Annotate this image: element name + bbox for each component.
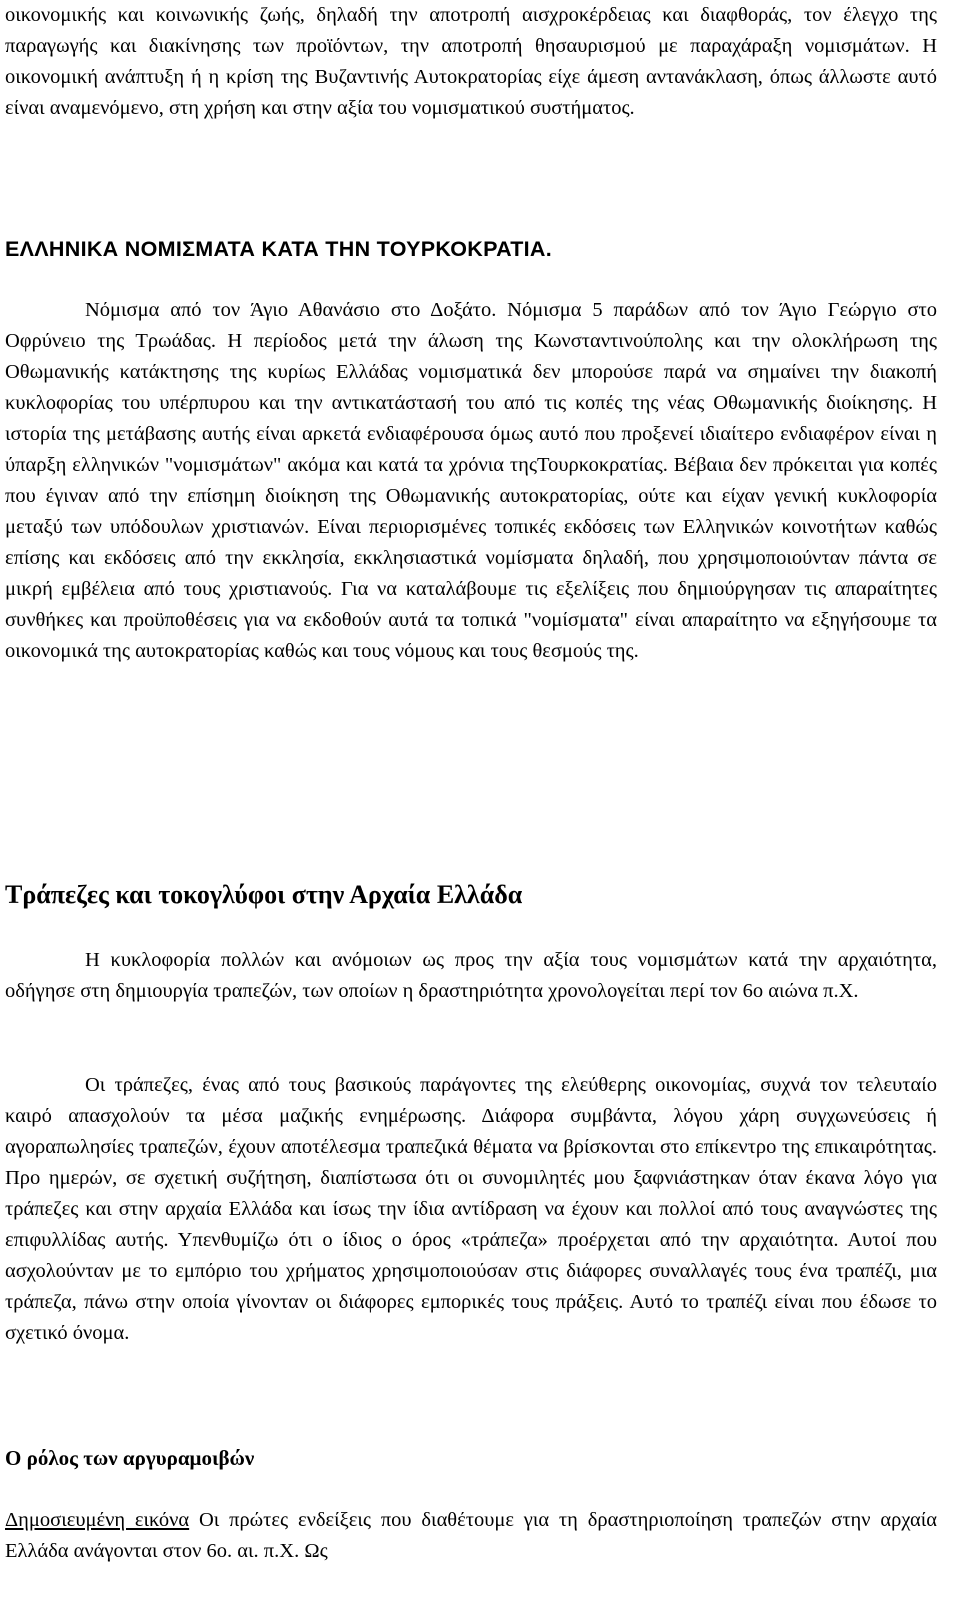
published-image-link[interactable]: Δημοσιευμένη εικόνα	[5, 1509, 190, 1531]
paragraph-banks-today: Οι τράπεζες, ένας από τους βασικούς παράγοντες της ελεύθερης οικονομίας, συχνά τον τελευταίο καιρό απασχολούν τα μέσα μαζικής ενημέρωσης. Διάφορα συμβάντα, λόγου χάρη συγχωνεύσεις ή αγοραπωλησίες τραπεζών, έχουν αποτέλεσμα τραπεζικά θέματα να βρίσκονται στο επίκεντρο της επικαιρότητας. Προ ημερών, σε σχετική συζήτηση, διαπίστωσα ότι οι συνομιλητές μου ξαφνιάστηκαν όταν έκανα λόγο για τράπεζες και στην αρχαία Ελλάδα και ίσως την ίδια αντίδραση να έχουν και πολλοί από τους αναγνώστες της επιφυλλίδας αυτής. Υπενθυμίζω ότι ο ίδιος ο όρος «τράπεζα» προέρχεται από την αρχαιότητα. Αυτοί που ασχολούνταν με το εμπόριο του χρήματος χρησιμοποιούσαν στις διάφορες συναλλαγές τους ένα τραπέζι, μια τράπεζα, πάνω στην οποία γίνονταν οι διάφορες εμπορικές τους πράξεις. Αυτό το τραπέζι είναι που έδωσε το σχετικό όνομα.	[5, 1074, 937, 1344]
paragraph-byzantine-economy: οικονομικής και κοινωνικής ζωής, δηλαδή την αποτροπή αισχροκέρδειας και διαφθοράς, τον έλεγχο της παραγωγής και διακίνησης των προϊόντων, την αποτροπή θησαυρισμού με παραχάραξη νομισμάτων. Η οικονομική ανάπτυξη ή η κρίση της Βυζαντινής Αυτοκρατορίας είχε άμεση αντανάκλαση, όπως άλλωστε αυτό είναι αναμενόμενο, στη χρήση και στην αξία του νομισματικού συστήματος.	[5, 4, 937, 119]
heading-money-changers-role: Ο ρόλος των αργυραμοιβών	[5, 1446, 255, 1470]
heading-greek-coins-ottoman-era: ΕΛΛΗΝΙΚΑ ΝΟΜΙΣΜΑΤΑ ΚΑΤΑ ΤΗΝ ΤΟΥΡΚΟΚΡΑΤΙΑ.	[5, 237, 552, 261]
paragraph-money-changers-text: Οι πρώτες ενδείξεις που διαθέτουμε για τη δραστηριοποίηση τραπεζών στην αρχαία Ελλάδα ανάγονται στον 6ο. αι. π.Χ. Ως	[5, 1509, 937, 1562]
paragraph-ottoman-coins: Νόμισμα από τον Άγιο Αθανάσιο στο Δοξάτο. Νόμισμα 5 παράδων από τον Άγιο Γεώργιο στο Οφρύνειο της Τρωάδας. Η περίοδος μετά την άλωση της Κωνσταντινούπολης και την ολοκλήρωση της Οθωμανικής κατάκτησης της κυρίως Ελλάδας νομισματικά δεν μπορούσε παρά να σημαίνει την διακοπή κυκλοφορίας του υπέρπυρου και την αντικατάστασή του από τις κοπές της νέας Οθωμανικής διοίκησης. Η ιστορία της μετάβασης αυτής είναι αρκετά ενδιαφέρουσα όμως αυτό που προξενεί ιδιαίτερο ενδιαφέρον είναι η ύπαρξη ελληνικών "νομισμάτων" ακόμα και κατά τα χρόνια τηςΤουρκοκρατίας. Βέβαια δεν πρόκειται για κοπές που έγιναν από την επίσημη διοίκηση της Οθωμανικής αυτοκρατορίας, ούτε και είχαν γενική κυκλοφορία μεταξύ των υπόδουλων χριστιανών. Είναι περιορισμένες τοπικές εκδόσεις των Ελληνικών κοινοτήτων καθώς επίσης και εκδόσεις από την εκκλησία, εκκλησιαστικά νομίσματα δηλαδή, που χρησιμοποιούνταν πάντα σε μικρή εμβέλεια από τους χριστιανούς. Για να καταλάβουμε τις εξελίξεις που δημιούργησαν τις απαραίτητες συνθήκες και προϋποθέσεις για να εκδοθούν αυτά τα τοπικά "νομίσματα" είναι απαραίτητο να εξηγήσουμε τα οικονομικά της αυτοκρατορίας καθώς και τους νόμους και τους θεσμούς της.	[5, 299, 937, 662]
heading-ancient-banks: Τράπεζες και τοκογλύφοι στην Αρχαία Ελλάδα	[5, 880, 523, 909]
paragraph-money-changers	[5, 1505, 937, 1567]
paragraph-ancient-banks-intro: Η κυκλοφορία πολλών και ανόμοιων ως προς την αξία τους νομισμάτων κατά την αρχαιότητα, οδήγησε στη δημιουργία τραπεζών, των οποίων η δραστηριότητα χρονολογείται περί τον 6ο αιώνα π.Χ.	[5, 949, 937, 1002]
document-page	[5, 0, 937, 1599]
